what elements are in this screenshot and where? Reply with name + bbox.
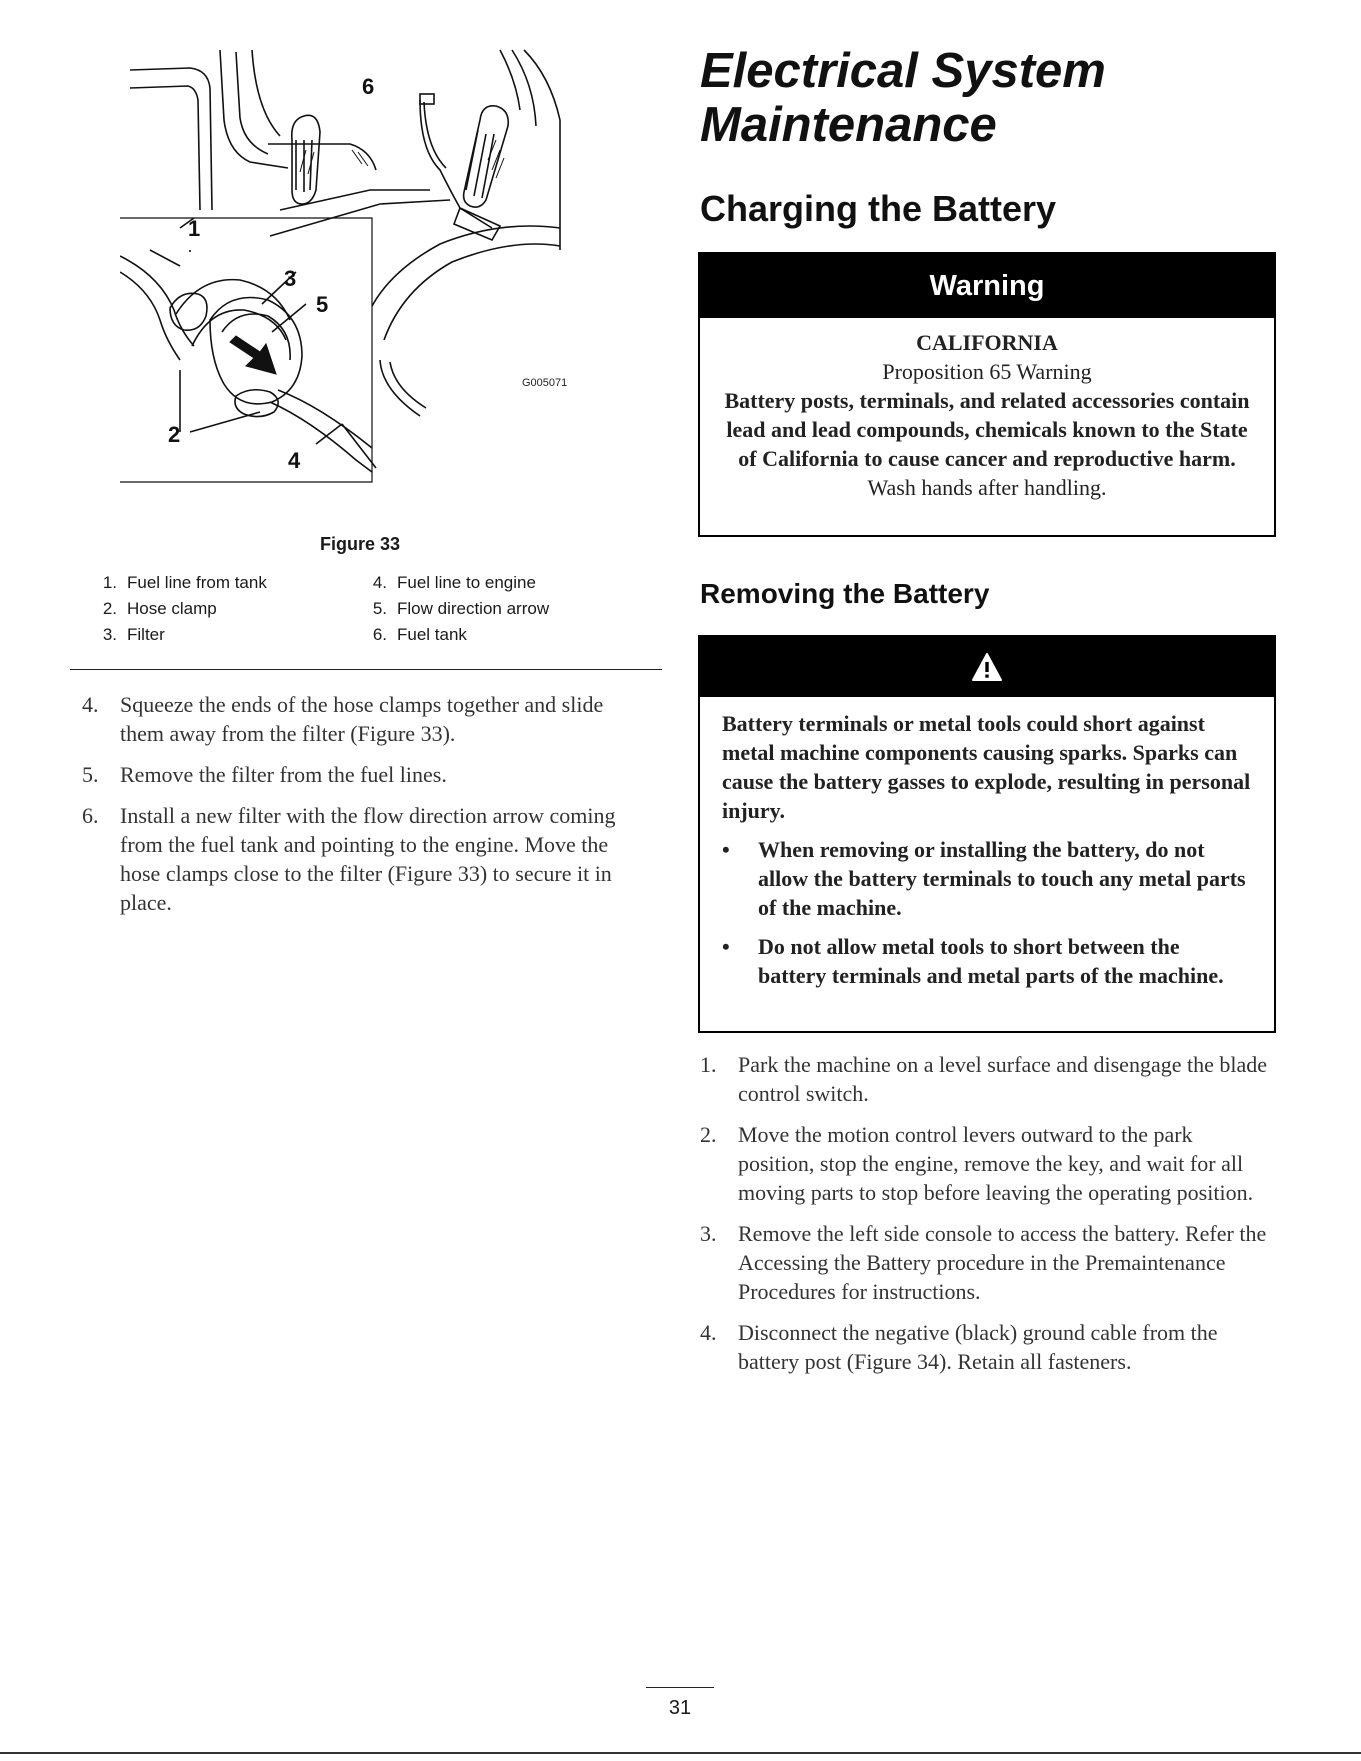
page-number-rule bbox=[646, 1687, 714, 1688]
prop65-warning-box bbox=[698, 252, 1276, 537]
step-text: Remove the left side console to access the battery. Refer the Accessing the Battery procedure in the Premaintenance Procedures for instructions. bbox=[738, 1221, 1267, 1304]
legend-item bbox=[355, 596, 625, 622]
figure-33-illustration bbox=[120, 40, 600, 560]
legend-number: 2. bbox=[102, 599, 117, 618]
callout-2: 2 bbox=[168, 422, 181, 447]
danger-bullet-text: When removing or installing the battery, do not allow the battery terminals to touch any metal parts of the machine. bbox=[758, 837, 1246, 920]
removing-battery-heading: Removing the Battery bbox=[700, 578, 990, 609]
legend-item bbox=[355, 622, 625, 648]
step-text: Squeeze the ends of the hose clamps together and slide them away from the filter (Figure 33). bbox=[120, 692, 604, 746]
warning-line-proposition: Proposition 65 Warning bbox=[882, 359, 1092, 384]
danger-warning-box bbox=[698, 635, 1276, 1033]
bottom-border bbox=[0, 1752, 1361, 1754]
charging-battery-heading: Charging the Battery bbox=[700, 188, 1057, 229]
section-divider bbox=[70, 669, 662, 670]
bullet-icon: • bbox=[722, 934, 730, 959]
legend-number: 4. bbox=[372, 573, 387, 592]
warning-text: Battery posts, terminals, and related accessories contain lead and lead compounds, chemicals known to the State of California to cause cancer and reproductive harm. bbox=[724, 388, 1250, 471]
step-number: 3. bbox=[700, 1221, 717, 1246]
danger-body bbox=[700, 697, 1274, 990]
legend-row bbox=[85, 622, 625, 648]
danger-header bbox=[700, 637, 1274, 697]
legend-item bbox=[85, 570, 355, 596]
step-number: 5. bbox=[82, 762, 99, 787]
figure-caption: Figure 33 bbox=[320, 534, 401, 554]
step-item bbox=[700, 1120, 1270, 1207]
legend-number: 3. bbox=[102, 625, 117, 644]
fuel-filter-drawing bbox=[120, 40, 600, 560]
danger-bullet-text: Do not allow metal tools to short between the battery terminals and metal parts of the machine. bbox=[758, 934, 1224, 988]
danger-bullet bbox=[722, 835, 1252, 922]
step-number: 4. bbox=[82, 692, 99, 717]
warning-header: Warning bbox=[700, 254, 1274, 318]
legend-item bbox=[355, 570, 625, 596]
bullet-icon: • bbox=[722, 837, 730, 862]
danger-intro: Battery terminals or metal tools could short against metal machine components causing sparks. Sparks can cause the battery gasses to explode, resulting in personal injury. bbox=[722, 711, 1251, 823]
battery-removal-steps bbox=[700, 1050, 1270, 1388]
page-number: 31 bbox=[668, 1697, 692, 1719]
legend-item bbox=[85, 596, 355, 622]
step-text: Install a new filter with the flow direction arrow coming from the fuel tank and pointing to the engine. Move the hose clamps close to the filter (Figure 33) to secure it in place. bbox=[120, 803, 616, 915]
step-number: 6. bbox=[82, 803, 99, 828]
legend-number: 1. bbox=[102, 573, 117, 592]
callout-5: 5 bbox=[316, 292, 329, 317]
warning-line-california: CALIFORNIA bbox=[916, 330, 1058, 355]
legend-number: 6. bbox=[372, 625, 387, 644]
step-item bbox=[700, 1050, 1270, 1108]
legend-item bbox=[85, 622, 355, 648]
legend-text: Fuel line to engine bbox=[397, 573, 536, 592]
legend-text: Filter bbox=[127, 625, 165, 644]
warning-body bbox=[700, 318, 1274, 502]
step-item bbox=[700, 1219, 1270, 1306]
step-item bbox=[82, 690, 642, 748]
step-item bbox=[82, 801, 642, 917]
warning-triangle-icon bbox=[971, 652, 1003, 682]
step-text: Disconnect the negative (black) ground cable from the battery post (Figure 34). Retain all fasteners. bbox=[738, 1320, 1218, 1374]
warning-footer: Wash hands after handling. bbox=[867, 475, 1107, 500]
step-text: Park the machine on a level surface and disengage the blade control switch. bbox=[738, 1052, 1267, 1106]
callout-3: 3 bbox=[284, 266, 297, 291]
legend-row bbox=[85, 596, 625, 622]
figure-code: G005071 bbox=[522, 377, 568, 389]
callout-6: 6 bbox=[362, 74, 375, 99]
step-number: 4. bbox=[700, 1320, 717, 1345]
step-text: Remove the filter from the fuel lines. bbox=[120, 762, 447, 787]
step-item bbox=[700, 1318, 1270, 1376]
callout-1: 1 bbox=[188, 216, 201, 241]
step-number: 2. bbox=[700, 1122, 717, 1147]
figure-legend bbox=[85, 570, 625, 648]
legend-number: 5. bbox=[372, 599, 387, 618]
legend-text: Fuel line from tank bbox=[127, 573, 267, 592]
legend-text: Hose clamp bbox=[127, 599, 217, 618]
filter-replacement-steps bbox=[82, 690, 642, 929]
danger-bullet bbox=[722, 932, 1252, 990]
legend-text: Fuel tank bbox=[397, 625, 467, 644]
step-item bbox=[82, 760, 642, 789]
step-text: Move the motion control levers outward to the park position, stop the engine, remove the key, and wait for all moving parts to stop before leaving the operating position. bbox=[738, 1122, 1254, 1205]
callout-4: 4 bbox=[288, 448, 301, 473]
legend-row bbox=[85, 570, 625, 596]
step-number: 1. bbox=[700, 1052, 717, 1077]
legend-text: Flow direction arrow bbox=[397, 599, 550, 618]
section-title: Electrical System Maintenance bbox=[700, 44, 1106, 152]
